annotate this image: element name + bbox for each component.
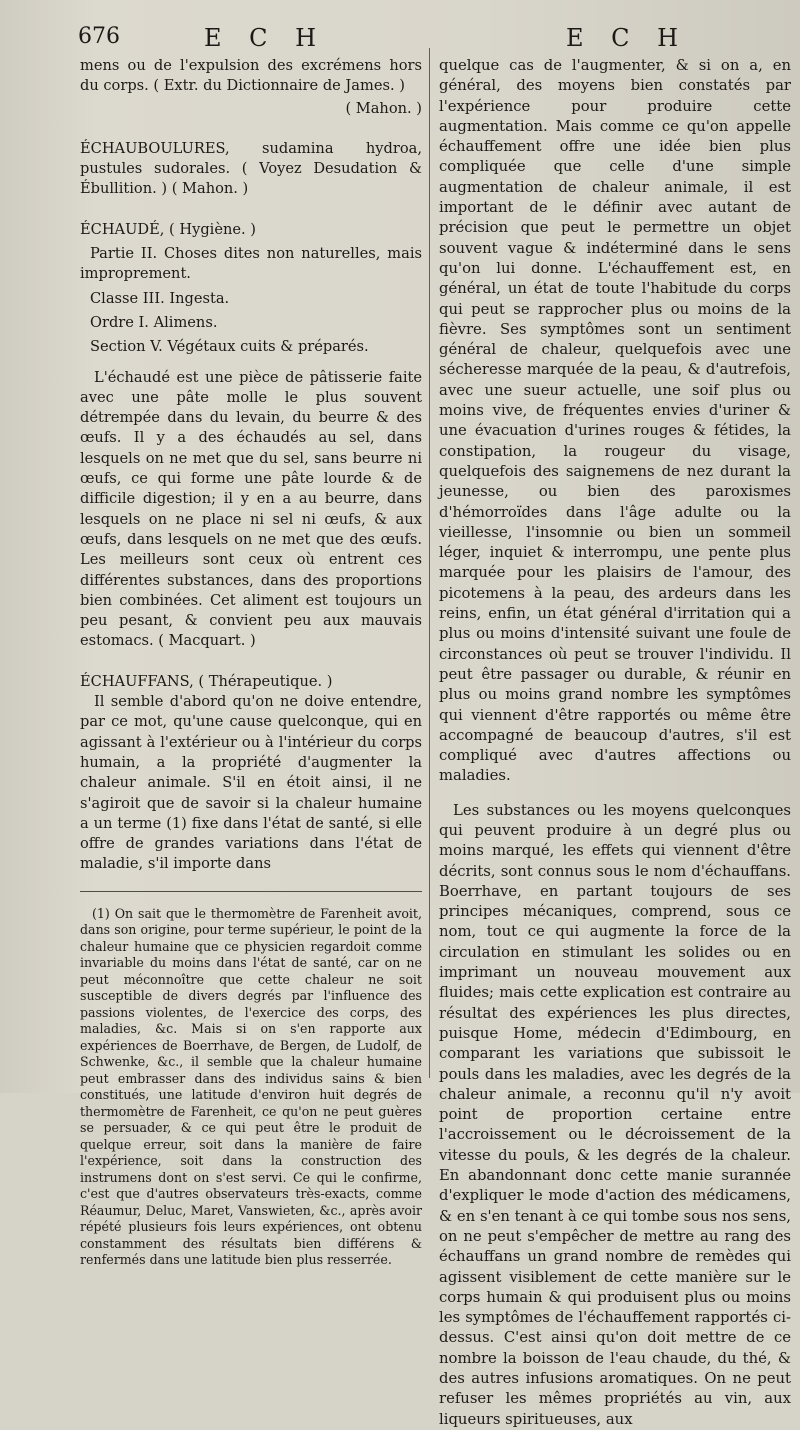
left-column: [80, 56, 422, 1269]
entry-heading-echauffans: ÉCHAUFFANS, ( Thérapeutique. ): [80, 672, 333, 690]
classification-classe: Classe III. Ingesta.: [90, 289, 230, 307]
running-head: [0, 24, 800, 58]
author-signature: ( Mahon. ): [345, 99, 422, 117]
entry-echauboulures: ÉCHAUBOULURES, sudamina hydroa, pustules sudorales. ( Voyez Desudation & Ébullition. ) ( Mahon. ): [80, 139, 422, 198]
echauffans-continued-paragraph: quelque cas de l'augmenter, & si on a, en général, des moyens bien constatés par l'expérience pour produire cette augmentation. Mais comme ce qu'on appelle échauffement offre une idée bien plus compliquée que celle d'une simple augmentation de chaleur animale, il est important de le définir avec autant de précision que peut le permettre un objet souvent vague & indéterminé dans le sens qu'on lui donne. L'échauffement est, en général, un état de toute l'habitude du corps qui peut se rapprocher plus ou moins de la fièvre. Ses symptômes sont un sentiment général de chaleur, quelquefois avec une sécheresse marquée de la peau, & d'autrefois, avec une sueur actuelle, une soif plus ou moins vive, de fréquentes envies d'uriner & une évacuation d'urines rouges & fétides, la constipation, la rougeur du visage, quelquefois des saignemens de nez durant la jeunesse, ou bien des paroxismes d'hémorroïdes dans l'âge adulte ou la vieillesse, l'insomnie ou bien un sommeil léger, inquiet & interrompu, une pente plus marquée pour les plaisirs de l'amour, des picotemens à la peau, des ardeurs dans les reins, enfin, un état général d'irritation qui a plus ou moins d'intensité suivant une foule de circonstances où peut se trouver l'individu. Il peut être passager ou durable, & réunir en plus ou moins grand nombre les symptômes qui viennent d'être rapportés ou même être accompagné de beaucoup d'autres, s'il est compliqué avec d'autres affections ou maladies.: [439, 57, 791, 785]
echauffans-substances-paragraph: Les substances ou les moyens quelconques qui peuvent produire à un degré plus ou moins marqué, les effets qui viennent d'être décrits, sont connus sous le nom d'échauffans. Boerrhave, en partant toujours de ses principes mécaniques, comprend, sous ce nom, tout ce qui augmente la force de la circulation en stimulant les solides ou en imprimant un nouveau mouvement aux fluides; mais cette explication est contraire au résultat des expériences les plus directes, puisque Home, médecin d'Edimbourg, en comparant les variations que subissoit le pouls dans les maladies, avec les degrés de la chaleur animale, a reconnu qu'il n'y avoit point de proportion certaine entre l'accroissement ou le décroissement de la vitesse du pouls, & les degrés de la chaleur. En abandonnant donc cette manie surannée d'expliquer le mode d'action des médicamens, & en s'en tenant à ce qui tombe sous nos sens, on ne peut s'empêcher de mettre au rang des échauffans un grand nombre de remèdes qui agissent visiblement de cette manière sur le corps humain & qui produisent plus ou moins les symptômes de l'échauffement rapportés ci-dessus. C'est ainsi qu'on doit mettre de ce nombre la boisson de l'eau chaude, du thé, & des autres infusions aromatiques. On ne peut refuser les mêmes propriétés au vin, aux liqueurs spiritueuses, aux: [439, 801, 791, 1428]
column-divider: [429, 48, 430, 1078]
continuation-paragraph: mens ou de l'expulsion des excrémens hors du corps. ( Extr. du Dictionnaire de James. ): [80, 57, 422, 95]
right-running-title: E C H: [566, 24, 689, 52]
footnote: [80, 906, 422, 1269]
echauffans-paragraph: Il semble d'abord qu'on ne doive entendre, par ce mot, qu'une cause quelconque, qui en agissant à l'extérieur ou à l'intérieur du corps humain, a la propriété d'augmenter la chaleur animale. S'il en étoit ainsi, il ne s'agiroit que de savoir si la chaleur humaine a un terme (1) fixe dans l'état de santé, si elle offre de grandes variations dans l'état de maladie, s'il importe dans: [80, 693, 422, 873]
right-column: [439, 56, 791, 1430]
classification-section: Section V. Végétaux cuits & préparés.: [90, 338, 369, 356]
footnote-separator: [80, 891, 422, 892]
entry-heading-echaude: ÉCHAUDÉ, ( Hygiène. ): [80, 220, 256, 238]
left-running-title: E C H: [204, 24, 327, 52]
classification-partie: Partie II. Choses dites non naturelles, mais improprement.: [80, 245, 422, 283]
echaude-paragraph: L'échaudé est une pièce de pâtisserie faite avec une pâte molle le plus souvent détrempée dans du levain, du beurre & des œufs. Il y a des échaudés au sel, dans lesquels on ne met que du sel, sans beurre ni œufs, ce qui forme une pâte lourde & de difficile digestion; il y en a au beurre, dans lesquels on ne place ni sel ni œufs, & aux œufs, dans lesquels on ne met que des œufs. Les meilleurs sont ceux où entrent ces différentes substances, dans des proportions bien combinées. Cet aliment est toujours un peu pesant, & convient peu aux mauvais estomacs. ( Macquart. ): [80, 368, 422, 650]
classification-ordre: Ordre I. Alimens.: [90, 313, 218, 331]
footnote-text: (1) On sait que le thermomètre de Farenheit avoit, dans son origine, pour terme supérieur, le point de la chaleur humaine que ce physicien regardoit comme invariable du moins dans l'état de santé, car on ne peut méconnoître que cette chaleur ne soit susceptible de divers degrés par l'influence des passions violentes, de l'exercice des corps, des maladies, &c. Mais si on s'en rapporte aux expériences de Boerrhave, de Bergen, de Ludolf, de Schwenke, &c., il semble que la chaleur humaine peut embrasser dans des individus sains & bien constitués, une latitude d'environ huit degrés de thermomètre de Farenheit, ce qu'on ne peut guères se persuader, & ce qui peut être le produit de quelque erreur, soit dans la manière de faire l'expérience, soit dans la construction des instrumens dont on s'est servi. Ce qui le confirme, c'est que d'autres observateurs très-exacts, comme Réaumur, Deluc, Maret, Vanswieten, &c., après avoir répété plusieurs fois leurs expériences, ont obtenu constamment des résultats bien différens & renfermés dans une latitude bien plus resserrée.: [80, 905, 422, 1268]
page-number: 676: [78, 24, 120, 49]
